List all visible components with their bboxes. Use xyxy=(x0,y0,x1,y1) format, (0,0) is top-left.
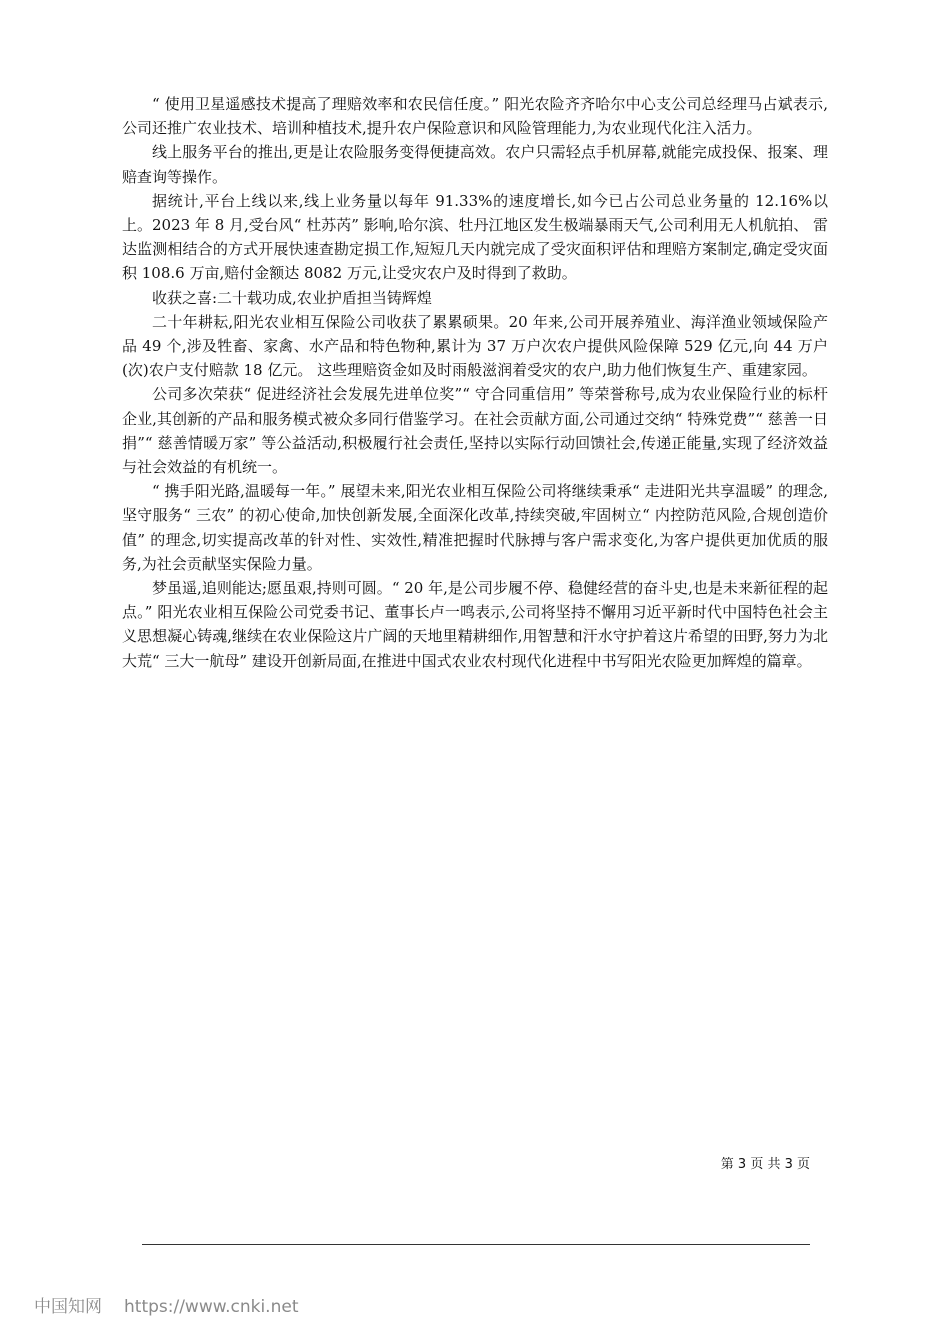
paragraph-5: 二十年耕耘,阳光农业相互保险公司收获了累累硕果。20 年来,公司开展养殖业、海洋渔业领域保险产品 49 个,涉及牲畜、家禽、水产品和特色物种,累计为 37 万户次农户提供风险保障 529 亿元,向 44 万户(次)农户支付赔款 18 亿元。 这些理赔资金如及时雨般滋润着受灾的农户,助力他们恢复生产、重建家园。 xyxy=(122,312,828,380)
footer-divider xyxy=(142,1244,810,1245)
paragraph-3: 据统计,平台上线以来,线上业务量以每年 91.33%的速度增长,如今已占公司总业务量的 12.16%以上。2023 年 8 月,受台风“ 杜苏芮” 影响,哈尔滨、牡丹江地区发生极端暴雨天气,公司利用无人机航拍、 雷达监测相结合的方式开展快速查勘定损工作,短短几天内就完成了受灾面积评估和理赔方案制定,确定受灾面积 108.6 万亩,赔付金额达 8082 万元,让受灾农户及时得到了救助。 xyxy=(122,191,828,283)
document-body xyxy=(122,92,828,673)
watermark-brand: 中国知网 xyxy=(34,1297,102,1317)
watermark xyxy=(34,1292,298,1317)
paragraph-8: 梦虽遥,追则能达;愿虽艰,持则可圆。“ 20 年,是公司步履不停、稳健经营的奋斗史,也是未来新征程的起点。” 阳光农业相互保险公司党委书记、董事长卢一鸣表示,公司将坚持不懈用习近平新时代中国特色社会主义思想凝心铸魂,继续在农业保险这片广阔的天地里精耕细作,用智慧和汗水守护着这片希望的田野,努力为北大荒“ 三大一航母” 建设开创新局面,在推进中国式农业农村现代化进程中书写阳光农险更加辉煌的篇章。 xyxy=(122,579,828,670)
page-number: 第 3 页 共 3 页 xyxy=(720,1157,810,1172)
watermark-url: https://www.cnki.net xyxy=(124,1297,299,1317)
section-heading: 收获之喜:二十载功成,农业护盾担当铸辉煌 xyxy=(152,288,432,307)
paragraph-2: 线上服务平台的推出,更是让农险服务变得便捷高效。农户只需轻点手机屏幕,就能完成投保、报案、理赔查询等操作。 xyxy=(122,143,828,186)
paragraph-7: “ 携手阳光路,温暖每一年。” 展望未来,阳光农业相互保险公司将继续秉承“ 走进阳光共享温暖” 的理念,坚守服务“ 三农” 的初心使命,加快创新发展,全面深化改革,持续突破,牢固树立“ 内控防范风险,合规创造价值” 的理念,切实提高改革的针对性、实效性,精准把握时代脉搏与客户需求变化,为客户提供更加优质的服务,为社会贡献坚实保险力量。 xyxy=(122,482,828,573)
paragraph-6: 公司多次荣获“ 促进经济社会发展先进单位奖”“ 守合同重信用” 等荣誉称号,成为农业保险行业的标杆企业,其创新的产品和服务模式被众多同行借鉴学习。在社会贡献方面,公司通过交纳“ 特殊党费”“ 慈善一日捐”“ 慈善情暖万家” 等公益活动,积极履行社会责任,坚持以实际行动回馈社会,传递正能量,实现了经济效益与社会效益的有机统一。 xyxy=(122,385,828,477)
paragraph-1: “ 使用卫星遥感技术提高了理赔效率和农民信任度。” 阳光农险齐齐哈尔中心支公司总经理马占斌表示,公司还推广农业技术、培训种植技术,提升农户保险意识和风险管理能力,为农业现代化注入活力。 xyxy=(122,95,828,138)
